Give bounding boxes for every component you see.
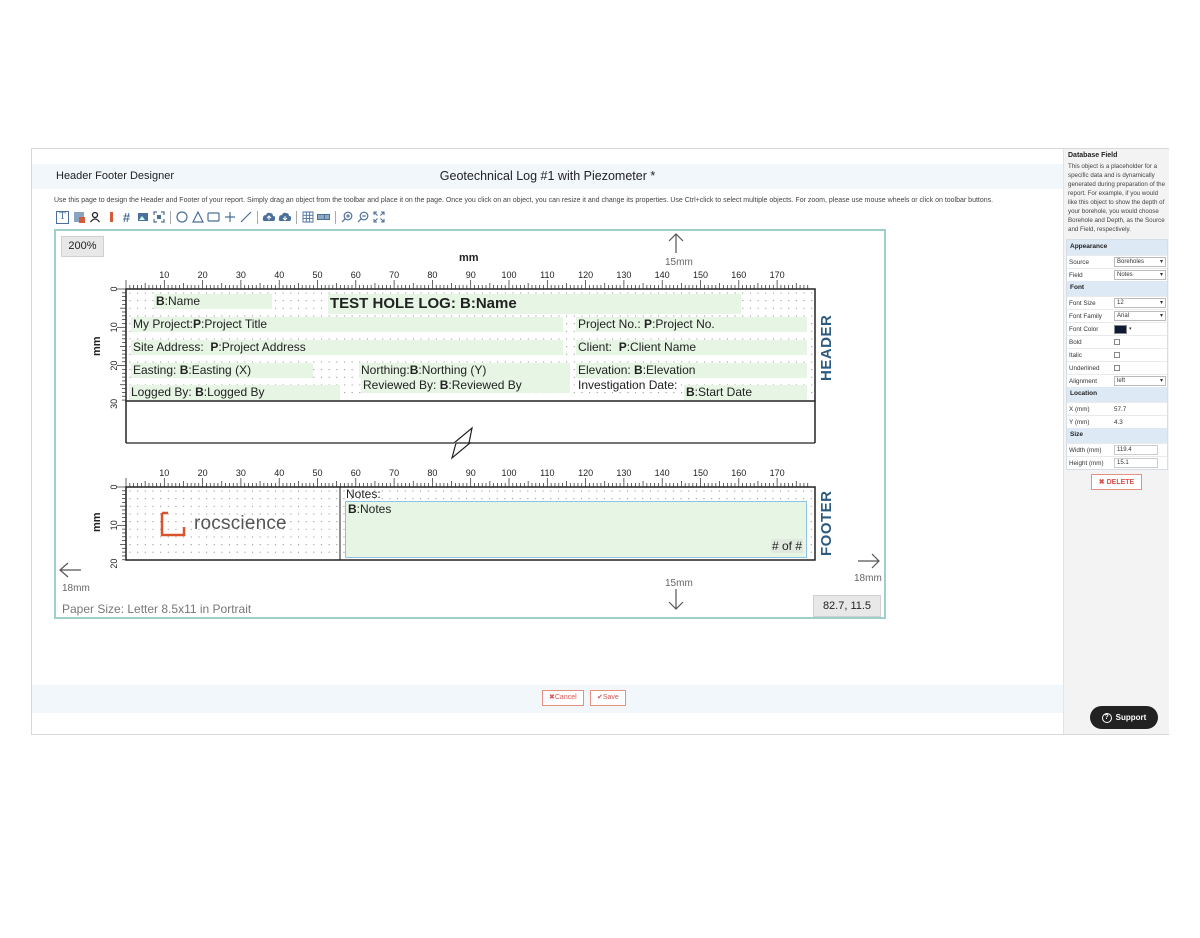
field-client[interactable]: Client: P:Client Name bbox=[576, 340, 807, 355]
height-input[interactable]: 15.1 bbox=[1114, 458, 1158, 468]
upload-icon[interactable] bbox=[262, 211, 275, 224]
alignment-row: Alignment left ▾ bbox=[1067, 374, 1167, 387]
ruler-tick-label: 60 bbox=[350, 468, 361, 478]
notes-binding: B:Notes bbox=[348, 502, 392, 516]
field-project-title[interactable]: My Project:P:Project Title bbox=[131, 317, 563, 332]
font-color-row: Font Color ▾ bbox=[1067, 322, 1167, 335]
support-button[interactable]: ? Support bbox=[1090, 706, 1158, 729]
right-margin-arrow-icon bbox=[858, 554, 879, 568]
toolbar-separator bbox=[335, 211, 336, 224]
location-section: Location bbox=[1067, 387, 1167, 402]
font-family-row: Font Family Arial ▾ bbox=[1067, 309, 1167, 322]
ruler-tick-label: 130 bbox=[616, 468, 632, 478]
help-icon: ? bbox=[1102, 713, 1112, 723]
bold-checkbox[interactable] bbox=[1114, 339, 1120, 345]
delete-button[interactable]: ✖ DELETE bbox=[1091, 474, 1142, 490]
appearance-section: Appearance bbox=[1067, 240, 1167, 255]
footer-band-label: FOOTER bbox=[818, 490, 835, 556]
field-name[interactable]: B:Name bbox=[154, 294, 272, 309]
image-tool-icon[interactable] bbox=[72, 211, 85, 224]
font-family-select[interactable]: Arial ▾ bbox=[1114, 311, 1166, 321]
grid-icon[interactable] bbox=[301, 211, 314, 224]
ruler-tick-label: 170 bbox=[769, 270, 785, 280]
bold-row: Bold bbox=[1067, 335, 1167, 348]
vruler-tick-label: 10 bbox=[109, 520, 119, 531]
ruler-tick-label: 60 bbox=[350, 270, 361, 280]
size-section: Size bbox=[1067, 428, 1167, 443]
vruler-tick-label: 20 bbox=[109, 558, 119, 569]
italic-row: Italic bbox=[1067, 348, 1167, 361]
underlined-row: Underlined bbox=[1067, 361, 1167, 374]
toolbar-separator bbox=[296, 211, 297, 224]
ellipse-tool-icon[interactable] bbox=[175, 211, 188, 224]
ruler-tick-label: 110 bbox=[540, 270, 555, 280]
height-row: Height (mm) 15.1 bbox=[1067, 456, 1167, 469]
field-reviewed-by[interactable]: Reviewed By: B:Reviewed By bbox=[361, 378, 570, 393]
action-bar bbox=[32, 685, 1063, 713]
ruler-tick-label: 20 bbox=[197, 270, 208, 280]
ruler-tick-label: 140 bbox=[654, 270, 670, 280]
save-button[interactable]: ✔Save bbox=[590, 690, 626, 706]
source-select[interactable]: Boreholes ▾ bbox=[1114, 257, 1166, 267]
field-elevation[interactable]: Elevation: B:Elevation bbox=[576, 363, 807, 378]
ruler-tick-label: 110 bbox=[540, 468, 555, 478]
rocscience-logo-icon bbox=[160, 511, 186, 537]
footer-ruler bbox=[126, 468, 815, 487]
y-value[interactable]: 4.3 bbox=[1114, 418, 1123, 426]
y-row: Y (mm) 4.3 bbox=[1067, 415, 1167, 428]
cross-tool-icon[interactable] bbox=[223, 211, 236, 224]
field-investigation-label[interactable]: Investigation Date: bbox=[578, 378, 678, 392]
instructions-text: Use this page to design the Header and Footer of your report. Simply drag an object from the toolbar and place it on the page. Once you click on an object, you can resize it and change its properties. Use Ctrl+click to select multiple objects. For zoom, please use mouse wheels or click on toolbar buttons. bbox=[54, 197, 994, 204]
ruler-tick-label: 10 bbox=[159, 270, 170, 280]
x-value[interactable]: 57.7 bbox=[1114, 405, 1127, 413]
top-margin-arrow-icon bbox=[669, 234, 683, 253]
ruler-tick-label: 70 bbox=[389, 270, 400, 280]
ruler-tick-label: 20 bbox=[197, 468, 208, 478]
ruler-tick-label: 90 bbox=[465, 270, 476, 280]
ruler-tick-label: 30 bbox=[235, 270, 246, 280]
properties-title: Database Field bbox=[1068, 152, 1118, 159]
main-area bbox=[32, 149, 1063, 734]
x-row: X (mm) 57.7 bbox=[1067, 402, 1167, 415]
ruler-tick-label: 170 bbox=[769, 468, 785, 478]
ruler-tick-label: 120 bbox=[578, 468, 594, 478]
vruler-tick-label: 0 bbox=[109, 286, 119, 292]
toolbar bbox=[56, 209, 388, 225]
ruler-tick-label: 10 bbox=[159, 468, 170, 478]
toolbar-separator bbox=[257, 211, 258, 224]
ruler-tick-label: 40 bbox=[274, 468, 285, 478]
zoom-level: 200% bbox=[61, 236, 104, 257]
page-drawing bbox=[56, 231, 884, 617]
ruler-tick-label: 70 bbox=[389, 468, 400, 478]
rectangle-tool-icon[interactable] bbox=[207, 211, 220, 224]
field-easting[interactable]: Easting: B:Easting (X) bbox=[131, 363, 313, 378]
designer-window bbox=[31, 148, 1169, 735]
field-site-address[interactable]: Site Address: P:Project Address bbox=[131, 340, 563, 355]
logo-wordmark: rocscience bbox=[194, 513, 287, 534]
title-bar bbox=[32, 164, 1063, 189]
source-row: Source Boreholes ▾ bbox=[1067, 255, 1167, 268]
ruler-tick-label: 120 bbox=[578, 270, 594, 280]
properties-table bbox=[1066, 239, 1168, 470]
ruler-tick-label: 160 bbox=[731, 270, 747, 280]
vruler-tick-label: 30 bbox=[109, 398, 119, 409]
project-field-tool-icon[interactable] bbox=[104, 211, 117, 224]
top-ruler bbox=[126, 270, 815, 289]
font-size-row: Font Size 12 ▾ bbox=[1067, 296, 1167, 309]
text-tool-icon[interactable]: T bbox=[56, 211, 69, 224]
field-log-title[interactable]: TEST HOLE LOG: B:Name bbox=[328, 294, 741, 314]
footer-vertical-ruler bbox=[109, 484, 126, 568]
picture-tool-icon[interactable] bbox=[136, 211, 149, 224]
vruler-tick-label: 20 bbox=[109, 360, 119, 371]
field-row: Field Notes ▾ bbox=[1067, 268, 1167, 281]
toolbar-separator bbox=[170, 211, 171, 224]
break-symbol-left bbox=[126, 428, 472, 458]
field-northing[interactable]: Northing:B:Northing (Y) bbox=[359, 363, 570, 378]
ruler-unit-label: mm bbox=[459, 252, 479, 264]
ruler-tick-label: 150 bbox=[692, 468, 709, 478]
ruler-tick-label: 80 bbox=[427, 270, 438, 280]
design-canvas[interactable] bbox=[54, 229, 886, 619]
ruler-tick-label: 100 bbox=[501, 468, 517, 478]
database-field-tool-icon[interactable] bbox=[88, 211, 101, 224]
font-color-swatch[interactable] bbox=[1114, 325, 1127, 334]
bottom-margin-arrow-icon bbox=[669, 589, 683, 609]
properties-description: This object is a placeholder for a specific data and is dynamically generated during preparation of the report. For example, if you would like this object to show the depth of your borehole, you would choose Borehole and Depth, as the Source and Field, respectively. bbox=[1068, 163, 1166, 233]
bottom-margin-label: 15mm bbox=[665, 578, 693, 589]
field-notes-selected[interactable] bbox=[345, 501, 807, 558]
header-band-label: HEADER bbox=[818, 314, 835, 381]
ruler-tick-label: 50 bbox=[312, 468, 323, 478]
font-section: Font bbox=[1067, 281, 1167, 296]
italic-checkbox[interactable] bbox=[1114, 352, 1120, 358]
color-dropdown-icon[interactable]: ▾ bbox=[1129, 326, 1132, 332]
field-select[interactable]: Notes ▾ bbox=[1114, 270, 1166, 280]
rocscience-logo[interactable] bbox=[160, 511, 287, 537]
document-title: Geotechnical Log #1 with Piezometer * bbox=[439, 169, 656, 183]
ruler-tick-label: 90 bbox=[465, 468, 476, 478]
left-margin-label: 18mm bbox=[62, 583, 90, 594]
vruler-tick-label: 10 bbox=[109, 322, 119, 333]
download-icon[interactable] bbox=[278, 211, 291, 224]
field-project-no[interactable]: Project No.: P:Project No. bbox=[576, 317, 807, 332]
line-tool-icon[interactable] bbox=[239, 211, 252, 224]
ruler-tick-label: 100 bbox=[501, 270, 517, 280]
width-input[interactable]: 119.4 bbox=[1114, 445, 1158, 455]
page-of-field[interactable]: # of # bbox=[771, 539, 802, 553]
ruler-tick-label: 30 bbox=[235, 468, 246, 478]
fit-icon[interactable] bbox=[372, 211, 385, 224]
vruler-tick-label: 0 bbox=[109, 484, 119, 490]
zoom-in-icon[interactable] bbox=[340, 211, 353, 224]
triangle-tool-icon[interactable] bbox=[191, 211, 204, 224]
app-title: Header Footer Designer bbox=[56, 170, 175, 182]
font-size-select[interactable]: 12 ▾ bbox=[1114, 298, 1166, 308]
underlined-checkbox[interactable] bbox=[1114, 365, 1120, 371]
left-margin-arrow-icon bbox=[60, 563, 81, 577]
ruler-tick-label: 160 bbox=[731, 468, 747, 478]
alignment-select[interactable]: left ▾ bbox=[1114, 376, 1166, 386]
barcode-icon[interactable] bbox=[317, 211, 330, 224]
properties-panel bbox=[1063, 149, 1169, 734]
field-notes-label[interactable]: Notes: bbox=[346, 487, 381, 501]
ruler-tick-label: 150 bbox=[692, 270, 709, 280]
page-number-tool-icon[interactable]: # bbox=[122, 209, 131, 225]
header-vertical-ruler bbox=[109, 286, 126, 408]
cursor-coordinates: 82.7, 11.5 bbox=[813, 595, 881, 617]
footer-vruler-unit: mm bbox=[91, 512, 103, 532]
field-logged-by[interactable]: Logged By: B:Logged By bbox=[129, 385, 340, 400]
paper-size-info: Paper Size: Letter 8.5x11 in Portrait bbox=[62, 602, 252, 616]
ruler-tick-label: 40 bbox=[274, 270, 285, 280]
ruler-tick-label: 130 bbox=[616, 270, 632, 280]
cancel-button[interactable]: ✖Cancel bbox=[542, 690, 584, 706]
ruler-tick-label: 80 bbox=[427, 468, 438, 478]
field-start-date[interactable]: B:Start Date bbox=[684, 385, 807, 400]
header-vruler-unit: mm bbox=[91, 336, 103, 356]
right-margin-label: 18mm bbox=[854, 573, 882, 584]
qr-tool-icon[interactable] bbox=[152, 211, 165, 224]
width-row: Width (mm) 119.4 bbox=[1067, 443, 1167, 456]
ruler-tick-label: 50 bbox=[312, 270, 323, 280]
ruler-tick-label: 140 bbox=[654, 468, 670, 478]
zoom-out-icon[interactable] bbox=[356, 211, 369, 224]
top-margin-label: 15mm bbox=[665, 257, 693, 268]
